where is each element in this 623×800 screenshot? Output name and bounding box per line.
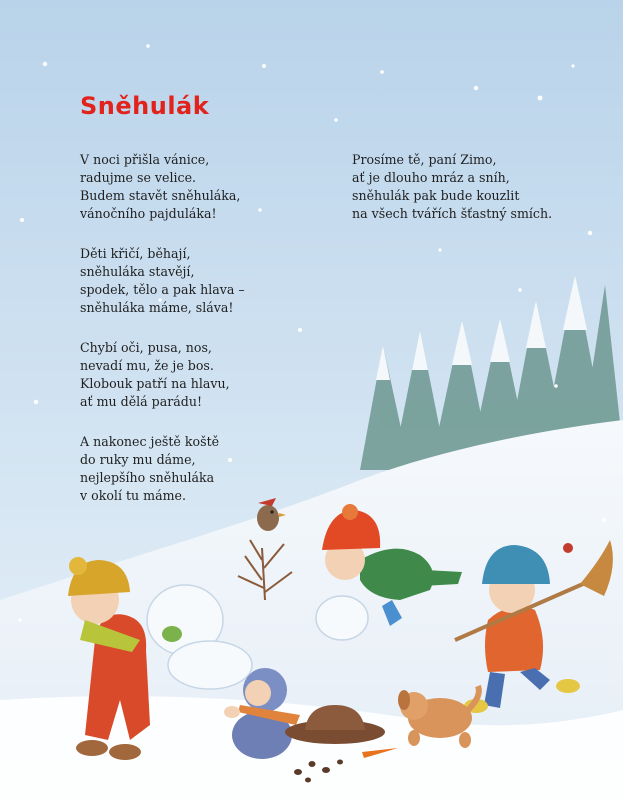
verse-line: ať mu dělá parádu!: [80, 394, 203, 409]
verse-line: nejlepšího sněhuláka: [80, 470, 215, 485]
stanza: [80, 339, 320, 411]
verse-line: V noci přišla vánice,: [80, 152, 210, 167]
verse-line: A nakonec ještě koště: [80, 434, 220, 449]
verse-line: sněhuláka stavějí,: [80, 264, 195, 279]
verse-line: Prosíme tě, paní Zimo,: [352, 152, 497, 167]
verse-line: Děti křičí, běhají,: [80, 246, 191, 261]
verse-line: ať je dlouho mráz a sníh,: [352, 170, 510, 185]
stanza: [80, 433, 320, 505]
verse-line: na všech tvářích šťastný smích.: [352, 206, 553, 221]
verse-line: nevadí mu, že je bos.: [80, 358, 214, 373]
verse-line: sněhuláka máme, sláva!: [80, 300, 234, 315]
verse-line: sněhulák pak bude kouzlit: [352, 188, 520, 203]
stanza: [352, 151, 582, 223]
verse-line: Chybí oči, pusa, nos,: [80, 340, 212, 355]
stanza: [80, 151, 320, 223]
verse-line: spodek, tělo a pak hlava –: [80, 282, 245, 297]
verse-line: v okolí tu máme.: [80, 488, 186, 503]
verse-line: do ruky mu dáme,: [80, 452, 196, 467]
stanza: [80, 245, 320, 317]
poem-title: Sněhulák: [80, 92, 210, 120]
verse-line: Klobouk patří na hlavu,: [80, 376, 230, 391]
verse-line: vánočního pajduláka!: [80, 206, 217, 221]
verse-line: radujme se velice.: [80, 170, 197, 185]
verse-line: Budem stavět sněhuláka,: [80, 188, 241, 203]
poem-right-column: [352, 151, 582, 245]
poem-left-column: [80, 151, 320, 527]
